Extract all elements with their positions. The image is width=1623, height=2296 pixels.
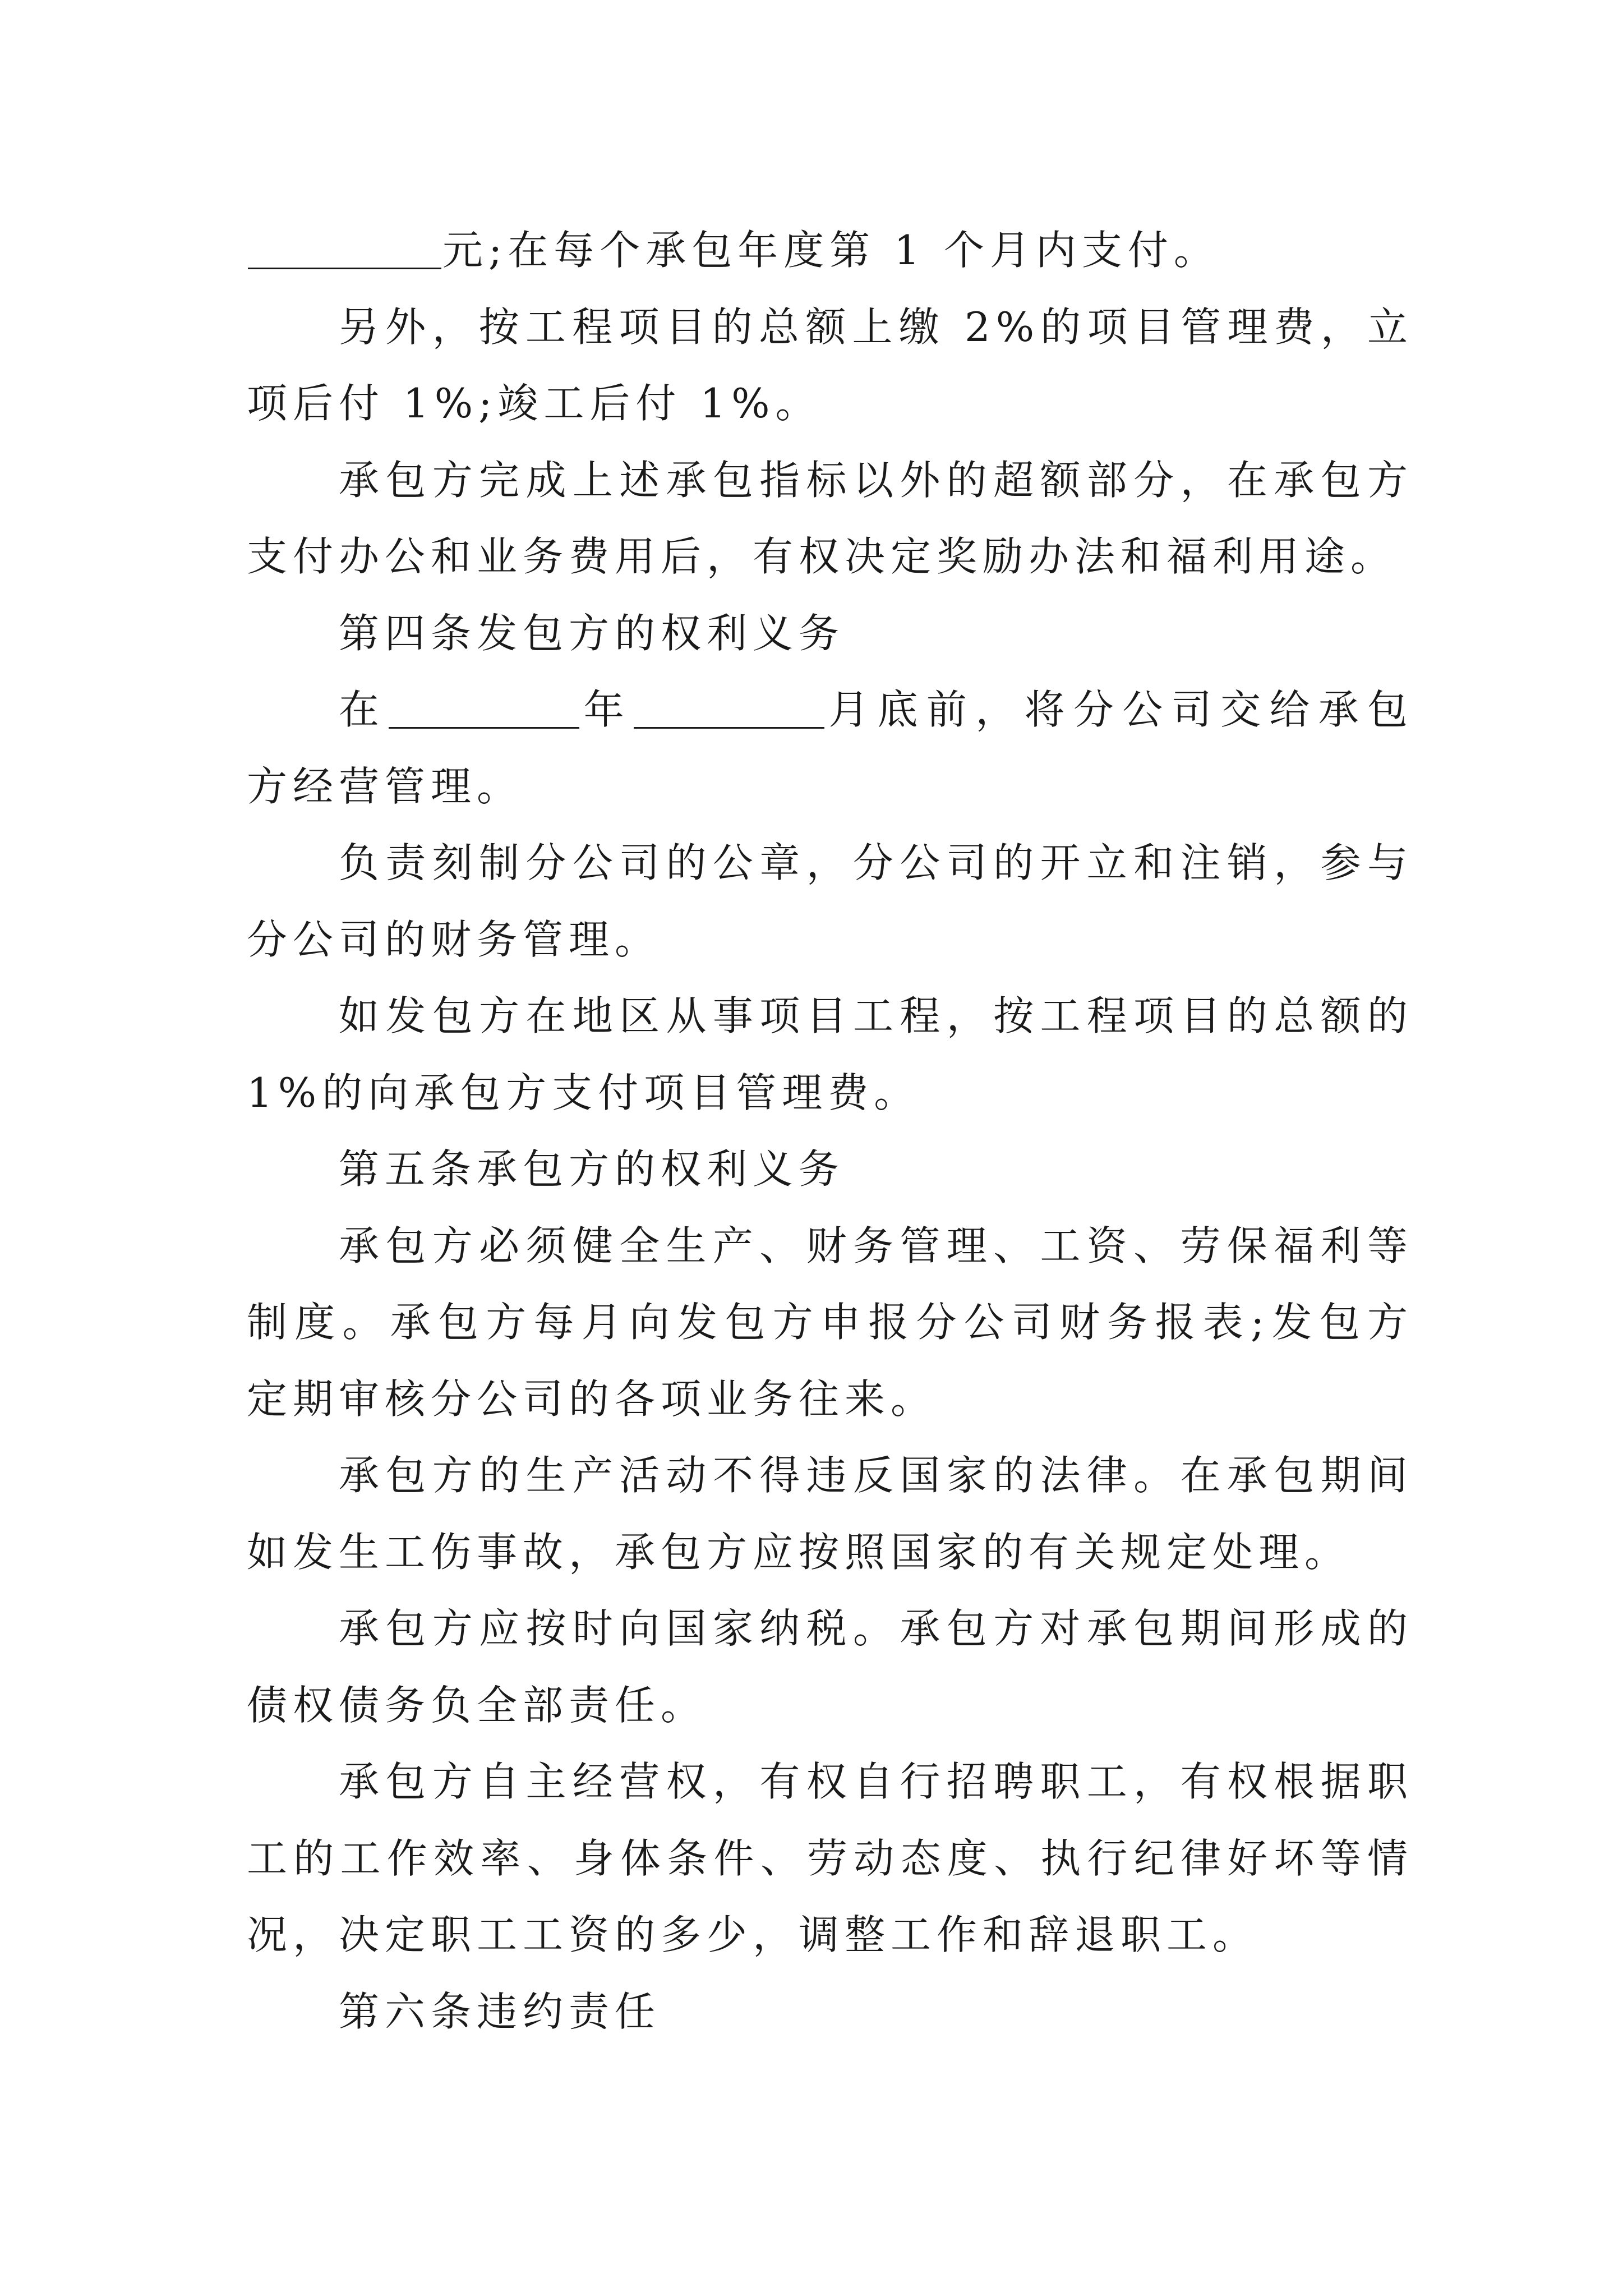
blank-month-line (634, 687, 824, 729)
blank-year-line (389, 687, 579, 729)
paragraph-autonomy: 承包方自主经营权，有权自行招聘职工，有权根据职工的工作效率、身体条件、劳动态度、执行纪律好坏等情况，决定职工工资的多少，调整工作和辞退职工。 (247, 1758, 1413, 1958)
paragraph-taxes-and-debts: 承包方应按时向国家纳税。承包方对承包期间形成的债权债务负全部责任。 (247, 1605, 1413, 1729)
blank-amount-line (248, 227, 441, 269)
paragraph-systems-and-reports: 承包方必须健全生产、财务管理、工资、劳保福利等制度。承包方每月向发包方申报分公司财务报表;发包方定期审核分公司的各项业务往来。 (247, 1222, 1413, 1423)
handover-text-b: 年 (580, 686, 633, 733)
handover-text-c: 月底前，将分公司交给承包方经营管理。 (247, 686, 1413, 810)
heading-article-5: 第五条承包方的权利义务 (339, 1145, 845, 1193)
paragraph-seal-and-finance: 负责刻制分公司的公章，分公司的开立和注销，参与分公司的财务管理。 (247, 839, 1413, 963)
handover-text-a: 在 (339, 686, 388, 733)
paragraph-payment-text: 元;在每个承包年度第 1 个月内支付。 (442, 227, 1220, 274)
heading-article-6: 第六条违约责任 (339, 1987, 661, 2035)
paragraph-regional-projects: 如发包方在地区从事项目工程，按工程项目的总额的 1%的向承包方支付项目管理费。 (247, 992, 1413, 1116)
paragraph-payment-terms (247, 212, 1413, 289)
paragraph-management-fee: 另外，按工程项目的总额上缴 2%的项目管理费，立项后付 1%;竣工后付 1%。 (247, 303, 1413, 427)
heading-article-4: 第四条发包方的权利义务 (339, 609, 845, 657)
document-body (247, 212, 1413, 2050)
paragraph-excess-portion: 承包方完成上述承包指标以外的超额部分，在承包方支付办公和业务费用后，有权决定奖励办法和福利用途。 (247, 456, 1413, 580)
paragraph-handover-date (247, 671, 1413, 825)
paragraph-legal-compliance: 承包方的生产活动不得违反国家的法律。在承包期间如发生工伤事故，承包方应按照国家的有关规定处理。 (247, 1452, 1413, 1576)
